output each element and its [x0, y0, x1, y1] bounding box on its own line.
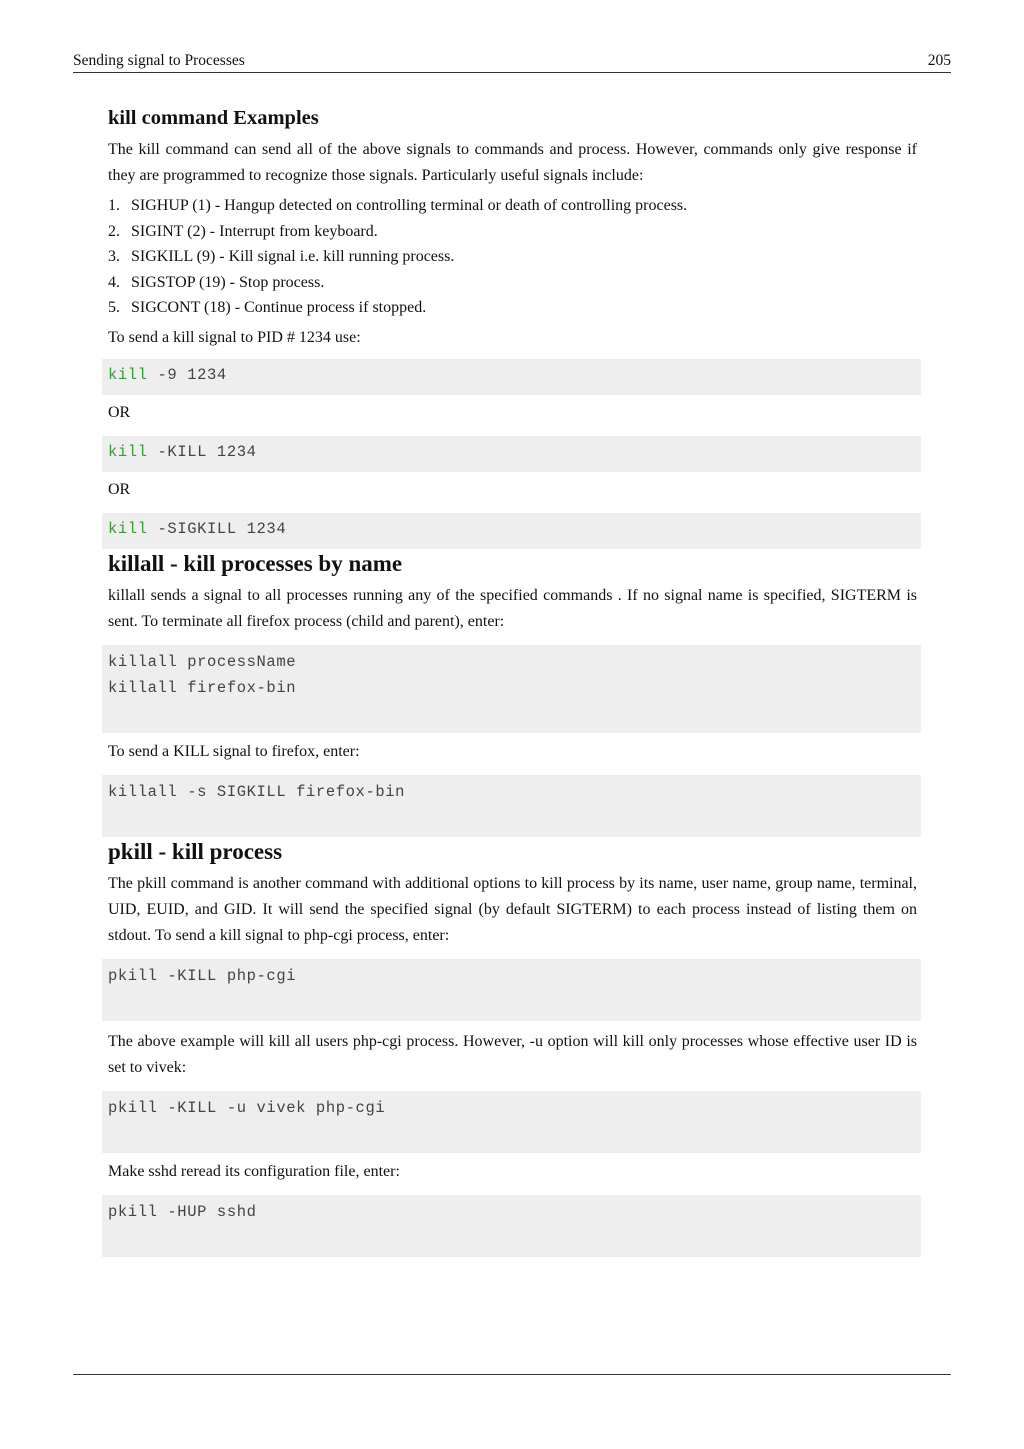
list-item: [108, 219, 917, 245]
list-text: SIGCONT (18) - Continue process if stopped.: [131, 299, 427, 316]
killall-send-text: To send a KILL signal to firefox, enter:: [108, 742, 360, 760]
list-item: [108, 193, 917, 219]
killall-intro: killall sends a signal to all processes running any of the specified commands . If no signal name is specified, SIGTERM is sent. To terminate all firefox process (child and parent), enter:: [108, 586, 917, 630]
code-line: killall -s SIGKILL firefox-bin: [108, 782, 406, 801]
kill-intro: The kill command can send all of the above signals to commands and process. However, commands only give response if they are programmed to recognize those signals. Particularly useful signals include:: [108, 141, 917, 184]
chapter-title: Sending signal to Processes: [73, 52, 245, 69]
code-line: pkill -KILL -u vivek php-cgi: [108, 1098, 386, 1117]
list-text: SIGHUP (1) - Hangup detected on controlling terminal or death of controlling process.: [131, 197, 688, 214]
pkill-sshd-text: Make sshd reread its configuration file, enter:: [108, 1162, 400, 1180]
list-number: 5.: [108, 299, 120, 316]
code-args: -SIGKILL 1234: [147, 519, 287, 538]
killall-heading: killall - kill processes by name: [108, 550, 403, 576]
footer-rule: [73, 1374, 951, 1375]
running-header: [73, 52, 951, 70]
code-keyword: kill: [108, 365, 148, 384]
code-line: pkill -KILL php-cgi: [108, 966, 297, 985]
code-line: killall processName: [108, 652, 297, 671]
page-content: [108, 103, 917, 1257]
code-block: [102, 645, 921, 733]
list-item: [108, 270, 917, 296]
code-keyword: kill: [108, 442, 148, 461]
code-block: [102, 436, 921, 472]
code-line: pkill -HUP sshd: [108, 1202, 257, 1221]
list-text: SIGSTOP (19) - Stop process.: [131, 273, 325, 291]
pkill-intro: The pkill command is another command with additional options to kill process by its name, user name, group name, terminal, UID, EUID, and GID. It will send the specified signal (by default SIGTERM) to each process instead of listing them on stdout. To send a kill signal to php-cgi process, enter:: [108, 874, 917, 944]
code-args: -KILL 1234: [147, 442, 257, 461]
code-keyword: kill: [108, 519, 148, 538]
code-block: [102, 1195, 921, 1257]
or-text: OR: [108, 403, 131, 421]
code-block: [102, 1091, 921, 1153]
code-line: killall firefox-bin: [108, 678, 297, 697]
list-number: 2.: [108, 222, 120, 240]
code-block: [102, 359, 921, 395]
list-item: [108, 244, 917, 270]
list-number: 3.: [108, 248, 120, 265]
list-number: 4.: [108, 273, 120, 291]
pkill-heading: pkill - kill process: [108, 838, 283, 864]
list-text: SIGINT (2) - Interrupt from keyboard.: [131, 222, 378, 240]
list-number: 1.: [108, 197, 120, 214]
code-block: [102, 513, 921, 549]
list-text: SIGKILL (9) - Kill signal i.e. kill running process.: [131, 248, 455, 265]
or-text: OR: [108, 480, 131, 498]
page-number: 205: [927, 52, 951, 69]
signal-list: [108, 193, 917, 321]
pkill-user-text: The above example will kill all users php-cgi process. However, -u option will kill only processes whose effective user ID is set to vivek:: [108, 1032, 917, 1076]
header-rule: [73, 72, 951, 73]
code-block: [102, 959, 921, 1021]
code-block: [102, 775, 921, 837]
send-kill-text: To send a kill signal to PID # 1234 use:: [108, 328, 361, 346]
code-args: -9 1234: [147, 365, 227, 384]
kill-heading: kill command Examples: [108, 107, 319, 129]
list-item: [108, 295, 917, 321]
